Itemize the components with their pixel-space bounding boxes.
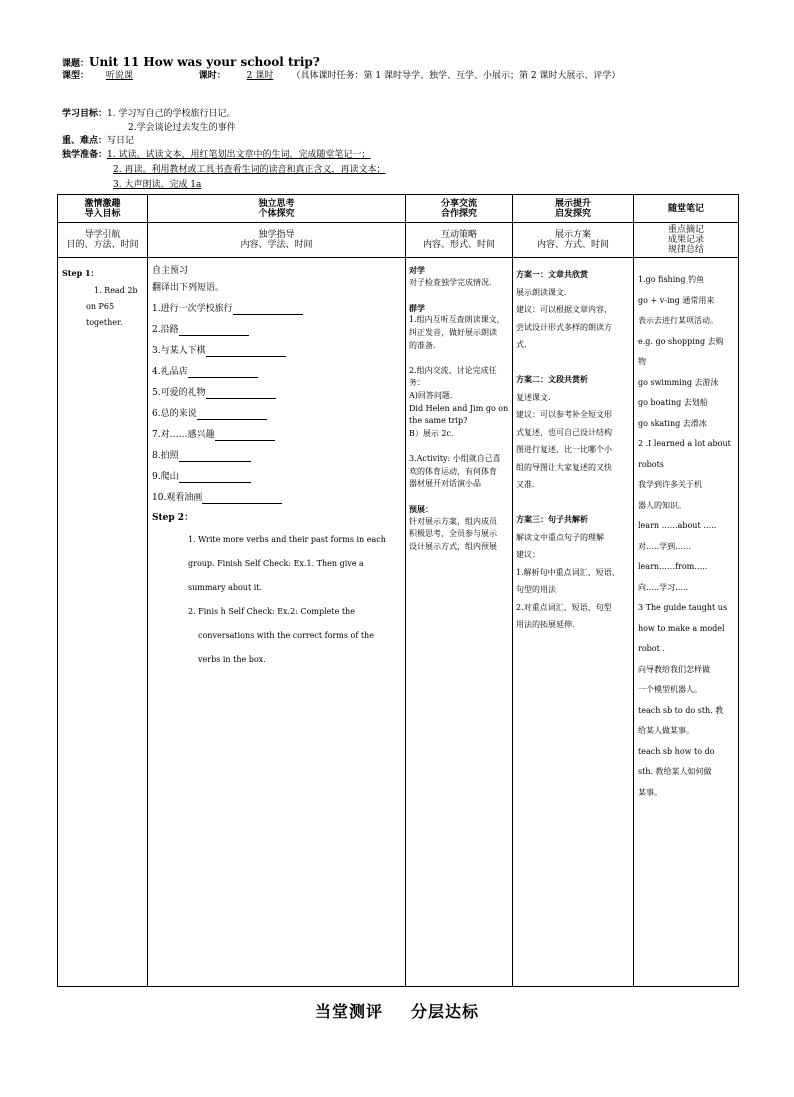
header-col-4: 展示提升 启发探究 [513,195,634,223]
col5-line: 对…..学到…… [638,541,692,551]
phrase-item [152,471,405,483]
col4-line: 复述课文. [516,392,551,402]
table-subheader-row [58,223,739,258]
goal-item-2: 2.学会谈论过去发生的事件 [128,123,236,133]
prep-item-1: 1. 试读。试读文本，用红笔划出文章中的生词，完成随堂笔记一； [107,150,371,160]
col4-line [516,494,630,512]
step2-line-4: 2. Finis h Self Check: Ex.2: Complete the [188,607,355,616]
self-preview-title: 自主预习 [152,266,189,276]
col4-line: 尝试设计形式多样的朗读方 [516,322,612,332]
body-col-1 [58,258,148,987]
col4-line: 式. [516,340,527,349]
phrase-text: 10.观看油画 [152,493,203,503]
col3-line: 务： [409,378,425,388]
col4-line: 式复述，也可自己设计结构 [516,427,612,437]
col4-line: 建议：可以参考补全短文形 [516,410,612,419]
phrase-text: 3.与某人下棋 [152,346,206,356]
col3-line [409,289,509,302]
key-value: 写日记 [107,136,135,146]
answer-blank[interactable] [215,431,275,441]
col3-line: 对子检查独学完成情况. [409,277,492,287]
step1-line-3: together. [86,318,123,327]
col5-line: robot . [638,644,665,653]
answer-blank[interactable] [179,452,251,462]
key-label: 重、难点： [62,136,108,146]
subheader-col-4: 展示方案 内容、方式、时间 [513,223,634,258]
col4-line: 句型的用法 [516,585,556,594]
phrase-item [152,345,405,357]
col5-line: sth. 教给某人如何做 [638,767,712,776]
assessment-footer [0,999,794,1022]
col5-line: 向导教给我们怎样做 [638,664,710,674]
col5-line: how to make a model [638,623,725,633]
phrase-text: 5.可爱的礼物 [152,388,206,398]
col4-line: 用法的拓展延伸. [516,620,575,629]
body-col-2 [148,258,406,987]
col5-line: 1.go fishing 钓鱼 [638,275,705,284]
col5-line: 器人的知识。 [638,500,686,510]
step2-line-5: conversations with the correct forms of the [198,631,374,640]
phrase-text: 9.爬山 [152,472,179,482]
answer-blank[interactable] [202,494,282,504]
col3-line: the same trip? [409,416,468,426]
body-col-4 [513,258,634,987]
col5-line: learn ……about ….. [638,521,717,530]
answer-blank[interactable] [233,305,303,315]
col3-line [409,491,509,504]
interaction-strategy [406,258,512,554]
col3-line: 器材展开对话演小品 [409,479,481,489]
col3-line [409,440,509,453]
phrase-item [152,492,405,504]
hours-note: （具体课时任务：第 1 课时导学、独学、互学、小展示；第 2 课时大展示、评学） [291,71,621,81]
body-col-5 [634,258,739,987]
answer-blank[interactable] [206,389,276,399]
header-col-1: 激情激趣 导入目标 [58,195,148,223]
prep-line-3 [113,179,303,191]
step2-line-1: 1. Write more verbs and their past forms in each [188,535,386,544]
col4-line: 1.解析句中重点词汇、短语、 [516,567,620,577]
col3-line: 对学 [409,265,425,275]
answer-blank[interactable] [188,368,258,378]
header-col-5: 随堂笔记 [634,195,739,223]
col3-line: A)回答问题. [409,390,453,400]
col4-line: 建议： [516,550,540,559]
col4-line: 2.对重点词汇、短语、句型 [516,602,612,612]
key-points-line [62,135,134,147]
header-col-3: 分享交流 合作探究 [406,195,513,223]
subheader-col-5: 重点摘记 成果记录 规律总结 [634,223,739,258]
col3-line: 群学 [409,302,425,313]
step2-line-3: summary about it. [188,583,263,592]
col4-line [516,354,630,372]
type-value: 听说课 [105,71,133,81]
goal-line-1 [62,108,235,120]
col3-line: 针对展示方案，组内成员 [409,516,497,526]
phrase-text: 6.总的来说 [152,409,197,419]
translate-intro: 翻译出下列短语。 [152,283,225,293]
col4-line: 又准. [516,480,535,489]
phrase-text: 8.拍照 [152,451,179,461]
phrase-item [152,366,405,378]
prep-line-1 [62,149,370,161]
header-col-2: 独立思考 个体探究 [148,195,406,223]
prep-item-3: 3. 大声朗读。完成 1a [113,180,202,190]
col3-line: Did Helen and Jim go on [409,403,509,413]
phrase-text: 7.对……感兴趣 [152,430,215,440]
phrase-item [152,429,405,441]
col5-line: e.g. go shopping 去购 [638,336,724,346]
col5-line: 给某人做某事。 [638,726,694,735]
step1-line-2: on P65 [86,302,115,311]
col3-line: 的准备. [409,340,436,350]
phrase-list [152,303,405,504]
col3-line: 2.组内交流、讨论完成任 [409,365,497,375]
phrase-text: 2.沿路 [152,325,179,335]
col4-line: 建议：可以根据文章内容， [516,305,612,314]
col3-line [409,352,509,365]
col5-line: 表示去进行某项活动。 [638,316,718,325]
col4-line: 展示朗读课文. [516,287,567,297]
col5-line: teach sb to do sth. 教 [638,705,724,715]
phrase-text: 4.礼品店 [152,367,188,377]
col4-line: 方案一：文章共欣赏 [516,269,588,279]
answer-blank[interactable] [206,347,286,357]
step2-line-6: verbs in the box. [198,655,266,664]
col5-line: teach sb how to do [638,746,715,756]
col5-line: 一个模型机器人。 [638,685,702,694]
phrase-item [152,324,405,336]
footer-part-1: 当堂测评 [314,1002,383,1021]
col3-line: B）展示 2c. [409,428,454,438]
subheader-col-1: 导学引航 目的、方法、时间 [58,223,148,258]
step2-label: Step 2： [152,513,194,523]
type-label: 课型： [62,71,90,81]
table-body-row [58,258,739,987]
col5-line: robots [638,459,664,469]
lesson-title: Unit 11 How was your school trip? [89,55,320,69]
phrase-item [152,387,405,399]
hours-value: 2 课时 [246,71,274,81]
col5-line: 某事。 [638,787,662,797]
class-notes [634,258,738,803]
phrase-item [152,450,405,462]
col5-line: go boating 去划船 [638,398,708,407]
phrase-item [152,408,405,420]
col5-line: 向…..学习….. [638,582,689,592]
col4-line: 解读文中重点句子的理解 [516,532,604,542]
step1-label: Step 1： [62,268,99,278]
phrase-item [152,303,405,315]
phrase-text: 1.进行一次学校旅行 [152,304,233,314]
col3-line: 3.Activity: 小组就自己喜 [409,453,501,463]
col4-line: 方案二：文段共赏析 [516,374,588,384]
goal-item-1: 1. 学习写自己的学校旅行日记。 [107,109,236,119]
answer-blank[interactable] [197,410,267,420]
col3-line: 积极思考，全员参与展示 [409,529,497,539]
answer-blank[interactable] [179,473,251,483]
subheader-col-3: 互动策略 内容、形式、时间 [406,223,513,258]
col5-line: 3 The guide taught us [638,603,728,612]
col3-line: 纠正发音，做好展示朗读 [409,327,497,337]
table-header-row [58,195,739,223]
body-col-3 [406,258,513,987]
title-label: 课题： [62,59,90,69]
col4-line: 组的导图让大家复述的又快 [516,462,612,472]
col4-line: 图进行复述，比一比哪个小 [516,445,612,454]
step1-line-1: 1. Read 2b [94,286,138,295]
prep-label: 独学准备： [62,150,108,160]
answer-blank[interactable] [179,326,249,336]
col5-line: learn……from….. [638,562,708,571]
lesson-plan-table [57,194,739,987]
col5-line: 2 .I learned a lot about [638,439,731,448]
col3-line: 欢的体育运动，有何体育 [409,466,497,476]
prep-item-2: 2. 再读。利用教材或工具书查看生词的读音和真正含义，再读文本； [113,165,386,175]
col5-line: go + v-ing 通常用来 [638,295,715,305]
display-plan [513,258,633,634]
col5-line: 物 [638,357,646,366]
col4-line: 方案三：句子共解析 [516,514,588,524]
lesson-meta-row [62,70,742,82]
hours-label: 课时： [198,71,226,81]
col5-line: 我学到许多关于机 [638,480,702,489]
step2-line-2: group. Finish Self Check: Ex.1. Then give a [188,559,364,568]
col5-line: go swimming 去游泳 [638,377,719,387]
col3-line: 设计展示方式，组内预展 [409,542,497,552]
goals-label: 学习目标： [62,109,108,119]
subheader-col-2: 独学指导 内容、学法、时间 [148,223,406,258]
footer-part-2: 分层达标 [411,1002,480,1021]
lesson-title-row [62,51,320,70]
col3-line: 预展： [409,504,433,515]
col5-line: go skating 去滑冰 [638,418,707,428]
col3-line: 1.组内互听互查朗读课文， [409,315,505,325]
